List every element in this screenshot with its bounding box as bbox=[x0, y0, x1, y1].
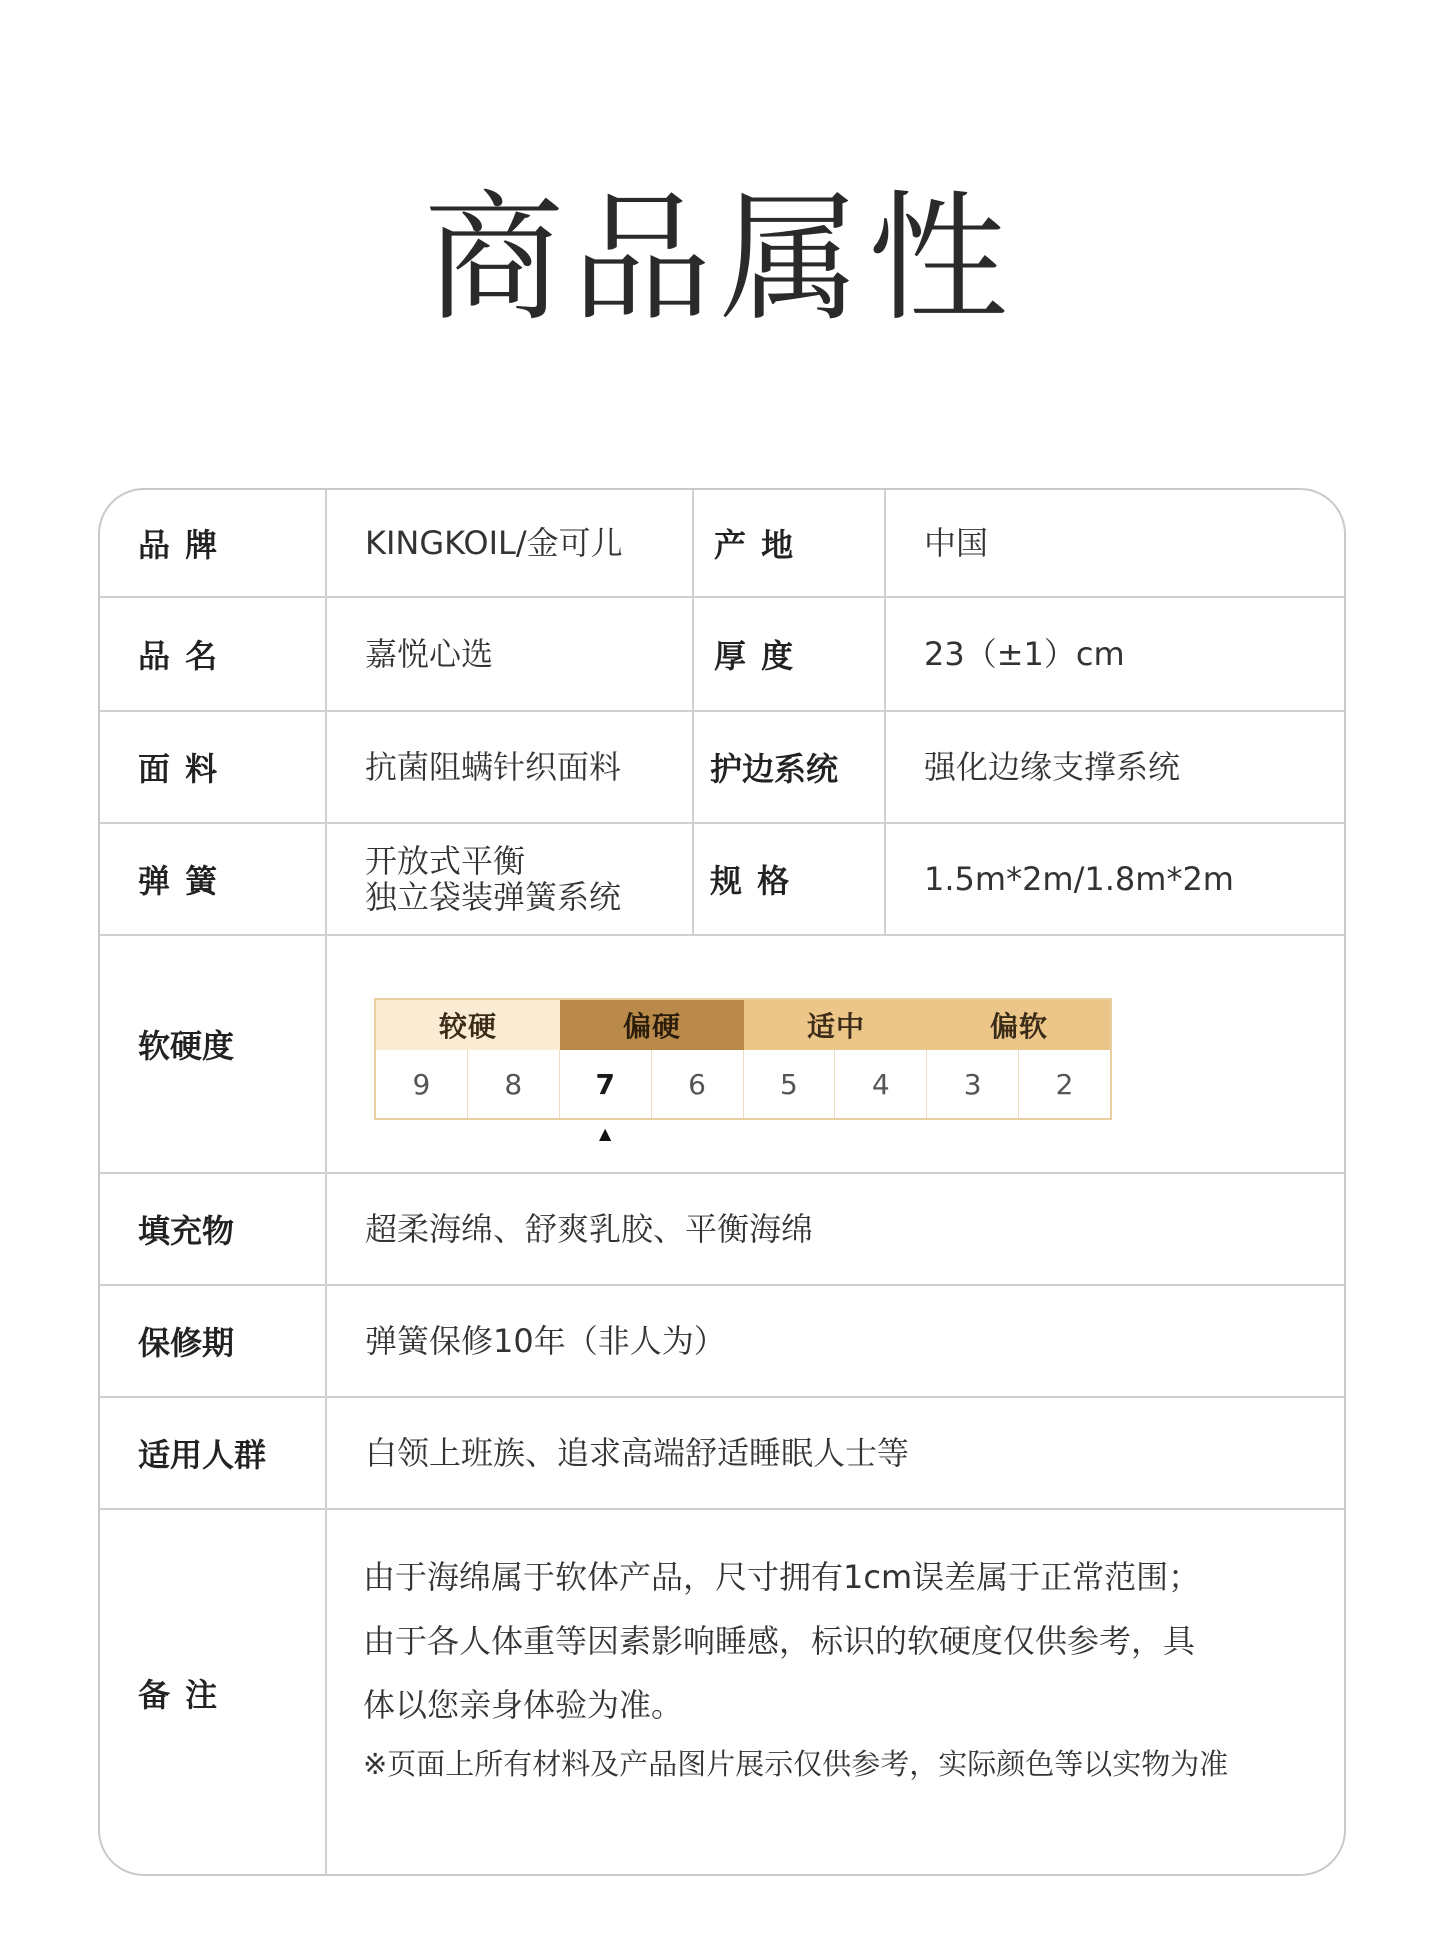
firmness-category-hard: 较硬 bbox=[376, 1000, 560, 1050]
edge-system-value: 强化边缘支撑系统 bbox=[924, 748, 1181, 786]
firmness-number: 2 bbox=[1055, 1067, 1074, 1101]
brand-label: 品 牌 bbox=[138, 526, 220, 564]
firmness-numbers bbox=[376, 1050, 1110, 1118]
fabric-label: 面 料 bbox=[138, 750, 220, 788]
spring-value bbox=[327, 824, 692, 934]
size-label: 规 格 bbox=[710, 862, 792, 900]
brand-value: KINGKOIL/金可儿 bbox=[365, 524, 623, 562]
firmness-category-medium-hard: 偏硬 bbox=[560, 1000, 744, 1050]
remarks-note: ※页面上所有材料及产品图片展示仅供参考，实际颜色等以实物为准 bbox=[363, 1747, 1229, 1781]
firmness-category-medium: 适中 bbox=[744, 1000, 928, 1050]
firmness-number: 5 bbox=[744, 1050, 836, 1118]
firmness-scale bbox=[374, 998, 1112, 1120]
attributes-table bbox=[98, 488, 1346, 1876]
product-name-label: 品 名 bbox=[138, 637, 220, 675]
remarks-line: 体以您亲身体验为准。 bbox=[363, 1686, 684, 1724]
firmness-number: 9 bbox=[376, 1050, 468, 1118]
audience-label: 适用人群 bbox=[138, 1436, 267, 1474]
fabric-value: 抗菌阻螨针织面料 bbox=[365, 748, 622, 786]
origin-value: 中国 bbox=[924, 524, 989, 562]
firmness-label: 软硬度 bbox=[138, 1027, 235, 1065]
product-name-value: 嘉悦心选 bbox=[365, 635, 494, 673]
filling-label: 填充物 bbox=[138, 1212, 235, 1250]
firmness-category-soft: 偏软 bbox=[928, 1000, 1110, 1050]
thickness-value: 23（±1）cm bbox=[924, 635, 1125, 673]
warranty-label: 保修期 bbox=[138, 1324, 235, 1362]
audience-value: 白领上班族、追求高端舒适睡眠人士等 bbox=[365, 1434, 910, 1472]
page-title: 商品属性 bbox=[423, 178, 1016, 341]
thickness-label: 厚 度 bbox=[714, 637, 796, 675]
remarks-line: 由于各人体重等因素影响睡感，标识的软硬度仅供参考，具 bbox=[363, 1622, 1196, 1660]
firmness-number: 8 bbox=[468, 1050, 560, 1118]
spring-value-line2: 独立袋装弹簧系统 bbox=[365, 878, 622, 916]
firmness-number: 7 bbox=[560, 1050, 652, 1118]
spring-label: 弹 簧 bbox=[138, 862, 220, 900]
origin-label: 产 地 bbox=[714, 526, 796, 564]
filling-value: 超柔海绵、舒爽乳胶、平衡海绵 bbox=[365, 1210, 814, 1248]
spring-value-line1: 开放式平衡 bbox=[365, 842, 526, 880]
selected-firmness-marker-icon: ▲ bbox=[599, 1124, 612, 1143]
remarks-text bbox=[363, 1545, 1333, 1789]
firmness-number: 6 bbox=[652, 1050, 744, 1118]
warranty-value: 弹簧保修10年（非人为） bbox=[365, 1322, 726, 1360]
firmness-number: 3 bbox=[927, 1050, 1019, 1118]
size-value: 1.5m*2m/1.8m*2m bbox=[924, 860, 1234, 898]
edge-system-label: 护边系统 bbox=[710, 750, 839, 788]
firmness-categories bbox=[376, 1000, 1110, 1050]
remarks-label: 备 注 bbox=[138, 1676, 220, 1714]
remarks-line: 由于海绵属于软体产品，尺寸拥有1cm误差属于正常范围； bbox=[363, 1558, 1201, 1596]
firmness-number: 4 bbox=[835, 1050, 927, 1118]
